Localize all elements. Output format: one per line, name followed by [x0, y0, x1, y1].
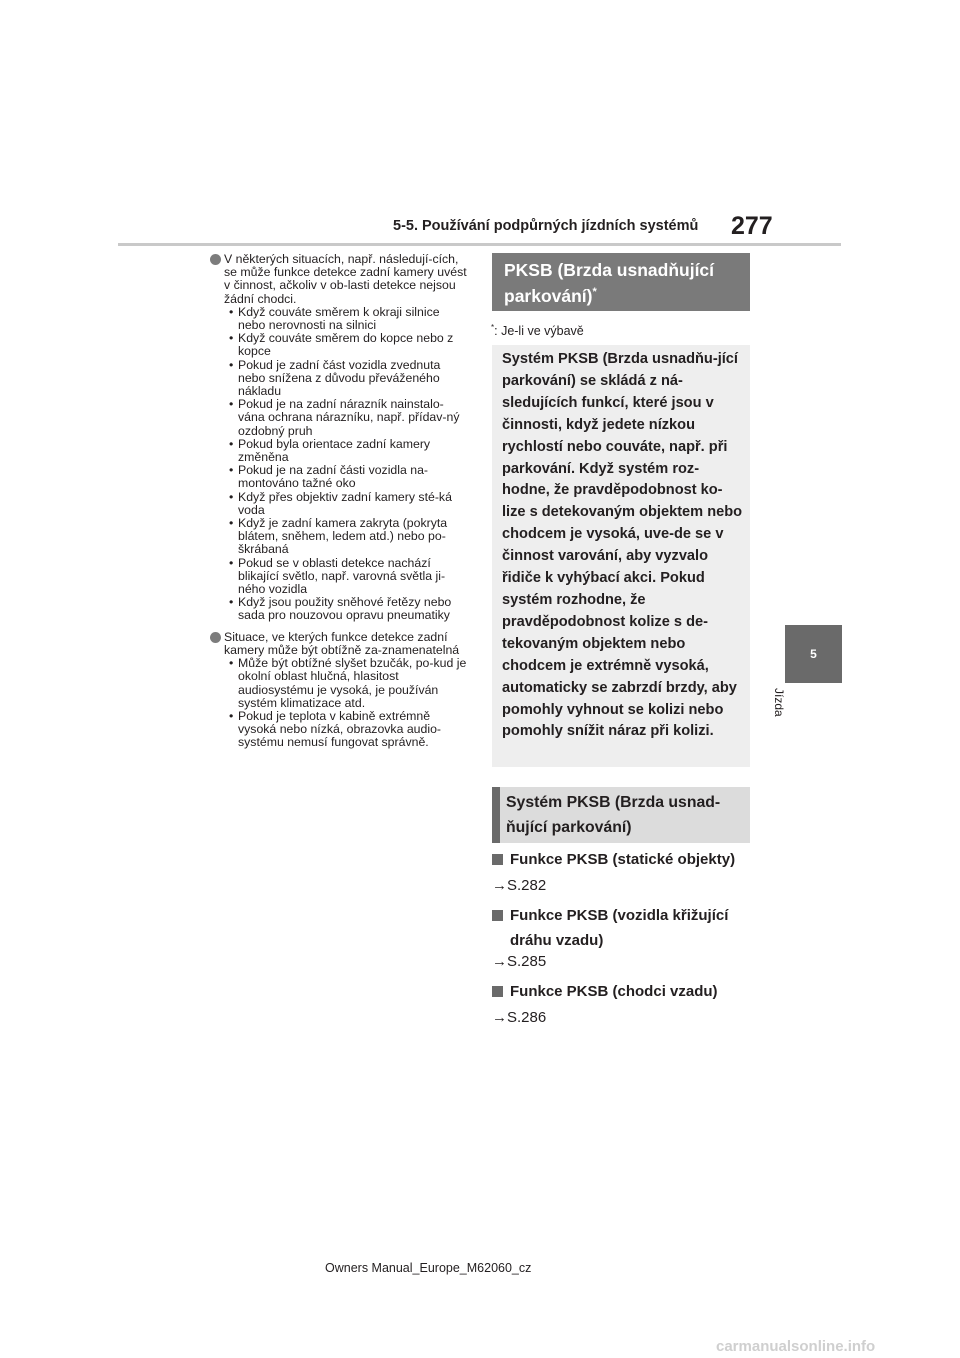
note-block-1-text: V některých situacích, např. následují-cích, se může funkce detekce zadní kamery uvést v činnost, ačkoliv v ob-lasti detekce nejsou žádní chodci. [224, 252, 467, 306]
chapter-label [772, 688, 804, 748]
intro-box [492, 345, 750, 767]
chapter-label-text: Jízda [772, 688, 786, 717]
function-title: Funkce PKSB (chodci vzadu) [510, 983, 718, 1000]
system-section-heading-text: Systém PKSB (Brzda usnad-ňující parkování) [506, 794, 721, 836]
left-column [210, 253, 470, 758]
list-item: • Když couváte směrem k okraji silnice nebo nerovnosti na silnici [229, 304, 440, 333]
list-item: • Pokud byla orientace zadní kamery změněna [229, 436, 431, 465]
intro-text: Systém PKSB (Brzda usnadňu-jící parkování) se skládá z ná-sledujících funkcí, které jsou v činnosti, když jedete nízkou rychlostí nebo couváte, např. při parkování. Když systém roz-hodne, že pravděpodobnost ko-lize s detekovaným objektem nebo chodcem je vysoká, uve-de se v činnost varování, aby vyzvalo řidiče k vyhýbací akci. Pokud systém rozhodne, že pravděpodobnost kolize s de-tekovaným objektem nebo chodcem je extrémně vysoká, automaticky se zabrzdí brzdy, aby pomohly vyhnout se kolizi nebo pomohly snížit náraz při kolizi. [502, 351, 743, 740]
note-block-2 [210, 631, 470, 750]
header-divider [118, 243, 841, 246]
pksb-heading-asterisk: * [592, 286, 597, 299]
list-item: • Pokud je na zadní nárazník nainstalo-vána ochrana nárazníku, např. přídav-ný ozdobný pruh [229, 397, 460, 438]
page-ref-link[interactable]: →S.285 [492, 953, 547, 970]
list-item: • Když je zadní kamera zakryta (pokryta blátem, sněhem, ledem atd.) nebo po-škrábaná [229, 516, 448, 557]
function-item-pedestrians [492, 979, 754, 1004]
footnote-mark: * [491, 323, 495, 332]
chapter-tab-number: 5 [810, 647, 817, 661]
square-bullet-icon [492, 854, 503, 865]
list-item: • Pokud je zadní část vozidla zvednuta nebo snížena z důvodu převáženého nákladu [229, 357, 441, 399]
chapter-tab[interactable] [785, 625, 842, 683]
footnote [491, 323, 584, 338]
note-block-1 [210, 253, 470, 623]
note-block-2-text: Situace, ve kterých funkce detekce zadní kamery může být obtížně za-znamenatelná [224, 629, 460, 657]
function-title: Funkce PKSB (statické objekty) [510, 851, 736, 868]
site-watermark: carmanualsonline.info [716, 1338, 876, 1355]
list-item: • Když přes objektiv zadní kamery sté-ká voda [229, 489, 452, 517]
function-item-static [492, 847, 754, 872]
bullet-dot-icon [210, 632, 221, 643]
system-section-heading [492, 787, 750, 843]
page-ref-link[interactable]: →S.286 [492, 1009, 547, 1026]
section-title: 5-5. Používání podpůrných jízdních systémů [393, 218, 699, 234]
pksb-heading [492, 253, 750, 311]
list-item: • Když jsou použity sněhové řetězy nebo sada pro nouzovou opravu pneumatiky [229, 595, 452, 623]
square-bullet-icon [492, 910, 503, 921]
document-footer: Owners Manual_Europe_M62060_cz [325, 1261, 532, 1275]
function-title: Funkce PKSB (vozidla křižující dráhu vzadu) [510, 907, 729, 949]
list-item: • Pokud je na zadní části vozidla na-montováno tažné oko [229, 463, 429, 491]
note-block-1-list [224, 306, 470, 623]
list-item: • Když couváte směrem do kopce nebo z kopce [229, 331, 454, 359]
footnote-text: : Je-li ve výbavě [494, 324, 584, 339]
square-bullet-icon [492, 986, 503, 997]
list-item: • Může být obtížné slyšet bzučák, po-kud je okolní oblast hlučná, hlasitost audiosystému je vysoká, je používán systém klimatizace atd. [229, 656, 467, 710]
note-block-2-list [224, 657, 470, 749]
page-ref-link[interactable]: →S.282 [492, 877, 547, 894]
page-number: 277 [731, 212, 773, 240]
list-item: • Pokud je teplota v kabině extrémně vysoká nebo nízká, obrazovka audio-systému nemusí fungovat správně. [229, 708, 442, 750]
pksb-heading-text: PKSB (Brzda usnadňující parkování) [504, 260, 715, 306]
function-item-cross-traffic [492, 903, 754, 953]
bullet-dot-icon [210, 254, 221, 265]
list-item: • Pokud se v oblasti detekce nachází blikající světlo, např. varovná světla ji-ného vozidla [229, 555, 446, 597]
